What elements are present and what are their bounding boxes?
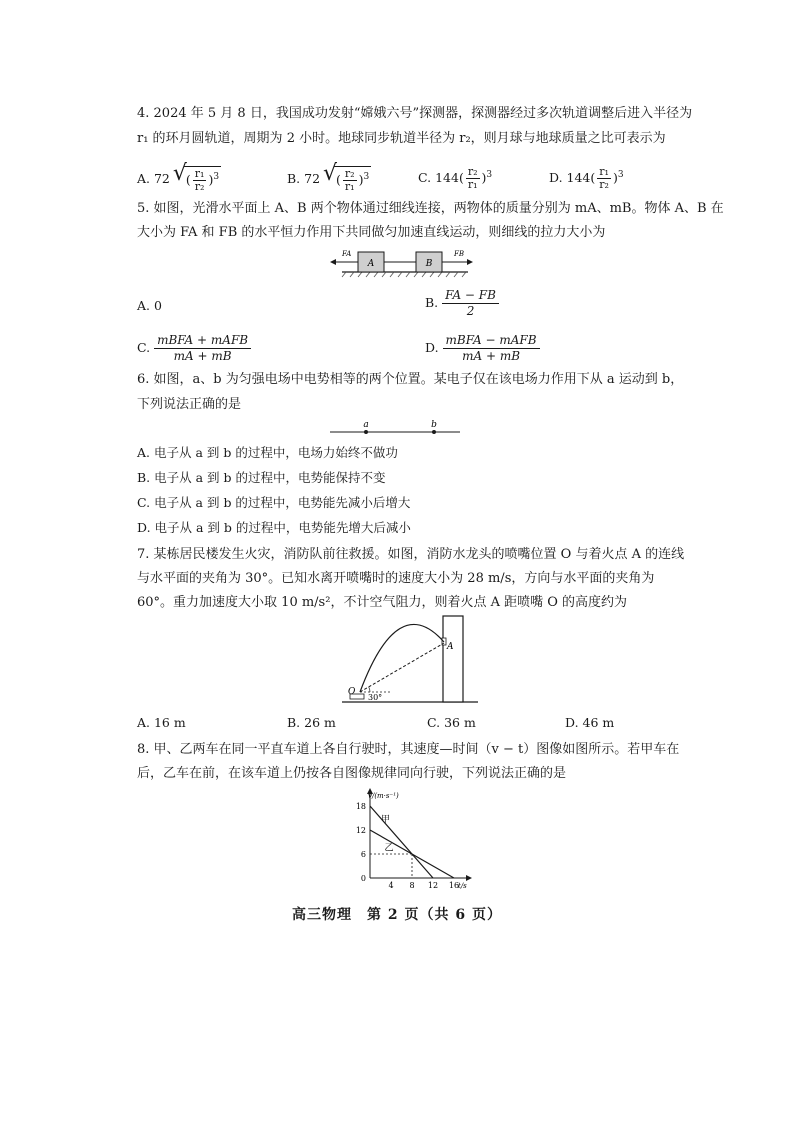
vt-chart: [340, 788, 480, 892]
vt-x-arrow: [466, 875, 472, 881]
q6-option-d[interactable]: D. 电子从 a 到 b 的过程中，电势能先增大后减小: [137, 520, 411, 535]
q7-angle-arc: [369, 687, 370, 692]
q5-b-num: FA − FB: [442, 288, 499, 304]
q7-angle-label: 30°: [368, 693, 383, 702]
q6-option-a[interactable]: A. 电子从 a 到 b 的过程中，电场力始终不做功: [137, 445, 398, 460]
q5-label-b: B: [425, 259, 433, 269]
q5-figure: [328, 242, 478, 278]
q4-b-den: r₁: [344, 180, 355, 193]
vt-y-tick-label-1: 6: [360, 850, 366, 859]
q4-d-num: r₁: [599, 165, 609, 178]
q6-option-c[interactable]: C. 电子从 a 到 b 的过程中，电势能先减小后增大: [137, 495, 411, 510]
q7-stem-line1: 7. 某栋居民楼发生火灾，消防队前往救援。如图，消防水龙头的喷嘴位置 O 与着火点 A 的连线: [137, 547, 685, 562]
q4-a-num: r₁: [194, 167, 205, 180]
q5-option-c-prefix: C.: [137, 340, 151, 355]
q4-a-exp: 3: [213, 171, 220, 182]
q7-option-b[interactable]: B. 26 m: [287, 715, 336, 730]
q6-label-b: b: [431, 420, 437, 430]
q7-stem-line2: 与水平面的夹角为 30°。已知水离开喷嘴时的速度大小为 28 m/s，方向与水平面的夹角为: [137, 571, 655, 586]
q6-figure: [328, 418, 462, 438]
vt-series-label-1: 乙: [384, 843, 394, 854]
q5-c-num: mBFA + mAFB: [154, 333, 251, 349]
q5-label-fb: FB: [454, 250, 465, 258]
vt-y-tick-label-3: 18: [355, 802, 366, 811]
vt-x-tick-label-3: 16: [448, 881, 460, 890]
q6-stem-line1: 6. 如图，a、b 为匀强电场中电势相等的两个位置。某电子仅在该电场力作用下从 a 运动到 b，: [137, 372, 684, 387]
q4-b-num: r₂: [344, 167, 355, 180]
q4-option-d-prefix: D. 144: [549, 170, 591, 185]
q8-stem-line1: 8. 甲、乙两车在同一平直车道上各自行驶时，其速度—时间（v − t）图像如图所示。若甲车在: [137, 742, 680, 757]
q4-option-b-prefix: B. 72: [287, 171, 321, 186]
vt-series-line-0: [370, 806, 433, 878]
vt-y-axis-label: v/(m·s⁻¹): [368, 792, 399, 800]
vt-x-tick-label-2: 12: [427, 881, 439, 890]
q7-option-a[interactable]: A. 16 m: [137, 715, 186, 730]
q4-option-c[interactable]: C. 144( $\frac{\text{r₂}}{\text{r₁}}$ )$^3$: [418, 165, 493, 191]
q5-b-den: 2: [466, 304, 475, 318]
q6-label-a: a: [363, 420, 369, 430]
vt-x-tick-label-0: 4: [388, 881, 394, 890]
vt-series-label-0: 甲: [381, 814, 391, 825]
q5-option-a[interactable]: A. 0: [137, 298, 162, 313]
q4-c-exp: 3: [486, 169, 493, 180]
q4-stem-line2: r₁ 的环月圆轨道，周期为 2 小时。地球同步轨道半径为 r₂，则月球与地球质量之比可表示为: [137, 131, 666, 146]
q4-a-den: r₂: [194, 180, 205, 193]
q5-label-a: A: [367, 259, 375, 269]
q5-option-d-prefix: D.: [425, 340, 439, 355]
page-footer: 高三物理 第 2 页（共 6 页）: [292, 907, 502, 923]
q5-option-d[interactable]: [425, 333, 540, 364]
q4-d-den: r₂: [599, 178, 609, 191]
vt-x-tick-label-1: 8: [409, 881, 415, 890]
q5-label-fa: FA: [342, 250, 352, 258]
q4-b-exp: 3: [363, 171, 370, 182]
vt-y-tick-label-0: 0: [360, 874, 366, 883]
q5-option-c[interactable]: [137, 333, 251, 364]
q4-option-b-sqrt: √ ( $\frac{\text{r₂}}{\text{r₁}}$ )$^3$: [334, 166, 371, 193]
q4-option-b[interactable]: [287, 166, 371, 193]
q6-option-b[interactable]: B. 电子从 a 到 b 的过程中，电势能保持不变: [137, 470, 386, 485]
q7-stem-line3: 60°。重力加速度大小取 10 m/s²，不计空气阻力，则着火点 A 距喷嘴 O 的高度约为: [137, 595, 628, 610]
q4-option-c-prefix: C. 144: [418, 170, 459, 185]
q7-option-d[interactable]: D. 46 m: [565, 715, 615, 730]
q4-option-d[interactable]: D. 144( $\frac{\text{r₁}}{\text{r₂}}$ )$^3$: [549, 165, 624, 191]
q4-option-a-prefix: A. 72: [137, 171, 170, 186]
q4-stem-line1: 4. 2024 年 5 月 8 日，我国成功发射“嫦娥六号”探测器，探测器经过多次轨道调整后进入半径为: [137, 106, 693, 121]
q7-figure: [340, 612, 480, 708]
q6-point-b: [432, 430, 436, 434]
vt-x-axis-label: t/s: [458, 882, 467, 890]
q4-d-exp: 3: [617, 169, 624, 180]
q8-stem-line2: 后，乙车在前，在该车道上仍按各自图像规律同向行驶，下列说法正确的是: [137, 766, 567, 781]
q5-option-b-prefix: B.: [425, 295, 439, 310]
q4-c-num: r₂: [467, 165, 478, 178]
q5-d-num: mBFA − mAFB: [443, 333, 540, 349]
q7-trajectory: [360, 624, 444, 692]
q7-label-a: A: [447, 642, 454, 652]
q5-c-den: mA + mB: [173, 349, 232, 363]
q7-label-o: O: [348, 687, 356, 697]
q5-option-b[interactable]: [425, 288, 499, 319]
q7-dashed-line: [360, 643, 444, 692]
q4-c-den: r₁: [467, 178, 478, 191]
q5-stem-line2: 大小为 FA 和 FB 的水平恒力作用下共同做匀加速直线运动，则细线的拉力大小为: [137, 225, 606, 240]
q7-building: [443, 616, 463, 702]
q5-d-den: mA + mB: [462, 349, 521, 363]
q6-stem-line2: 下列说法正确的是: [137, 397, 242, 412]
q5-stem-line1: 5. 如图，光滑水平面上 A、B 两个物体通过细线连接，两物体的质量分别为 mA、mB。物体 A、B 在: [137, 201, 724, 216]
q7-option-c[interactable]: C. 36 m: [427, 715, 476, 730]
q4-option-a[interactable]: [137, 166, 221, 193]
q6-point-a: [364, 430, 368, 434]
q4-option-a-sqrt: √ ( $\frac{\text{r₁}}{\text{r₂}}$ )$^3$: [184, 166, 221, 193]
vt-y-tick-label-2: 12: [355, 826, 366, 835]
